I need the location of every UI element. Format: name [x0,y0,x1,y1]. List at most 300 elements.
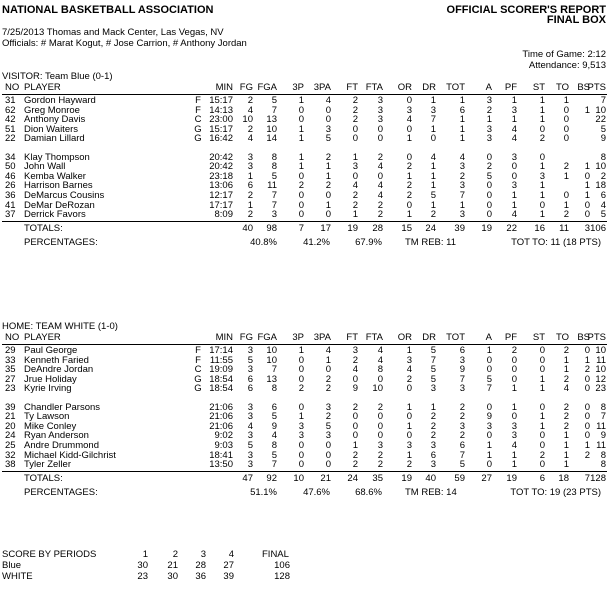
player-fg: 6 [247,180,253,192]
player-pos: G [194,383,202,395]
totals-a: 19 [481,222,492,234]
player-a: 0 [486,459,492,471]
attendance: Attendance: 9,513 [528,60,606,71]
player-name: Mike Conley [24,420,77,432]
totals-or: 15 [401,222,412,234]
player-tp: 0 [298,199,304,211]
player-tp: 0 [298,354,304,366]
player-to: 0 [563,123,569,135]
totals-dr: 24 [425,222,436,234]
col-header-or: OR [397,332,412,343]
player-to: 1 [563,364,569,376]
player-or: 2 [406,459,412,471]
player-ft: 2 [352,449,358,461]
player-pts: 8 [600,449,606,461]
player-bs: 0 [584,373,590,385]
player-fg: 10 [242,114,253,126]
player-fga: 3 [271,209,277,221]
player-fta: 3 [377,95,383,106]
player-to: 1 [563,459,569,471]
player-a: 0 [486,354,492,366]
col-header-bs: BS [577,332,590,343]
player-or: 1 [406,449,412,461]
player-fg: 5 [247,354,253,366]
player-dr: 1 [430,401,436,413]
player-tot: 1 [459,133,465,145]
player-min: 20:42 [209,161,233,173]
player-ft: 2 [352,199,358,211]
player-or: 2 [406,161,412,173]
player-dr: 1 [430,180,436,192]
org-title: NATIONAL BASKETBALL ASSOCIATION [2,4,214,16]
player-no: 27 [5,373,16,385]
player-dr: 4 [430,151,436,163]
player-bs: 2 [584,449,590,461]
player-tpa: 4 [325,95,331,106]
player-st: 0 [539,123,545,135]
player-tot: 6 [459,345,465,356]
player-fga: 7 [271,459,277,471]
player-pts: 10 [595,345,606,356]
totals-bs: 3 [584,222,590,234]
player-fga: 14 [266,133,277,145]
report-status: FINAL BOX [546,14,606,26]
player-st: 1 [539,373,545,385]
player-fga: 8 [271,151,277,163]
player-bs: 1 [584,104,590,116]
player-pts: 4 [600,199,606,211]
player-tot: 7 [459,189,465,201]
player-to: 0 [563,114,569,126]
player-fta: 0 [377,411,383,423]
player-pts: 2 [600,170,606,182]
player-tpa: 1 [325,170,331,182]
player-fta: 0 [377,133,383,145]
player-dr: 2 [430,430,436,442]
player-tot: 1 [459,123,465,135]
player-fta: 4 [377,345,383,356]
player-fg: 6 [247,373,253,385]
col-header-tpa: 3PA [313,332,331,343]
player-ft: 1 [352,209,358,221]
player-fta: 2 [377,151,383,163]
player-ft: 1 [352,151,358,163]
pct-3p: 47.6% [303,486,330,498]
player-tp: 1 [298,133,304,145]
player-name: Kemba Walker [24,170,86,182]
player-tp: 2 [298,180,304,192]
player-tpa: 0 [325,439,331,451]
player-bs: 0 [584,430,590,442]
player-a: 1 [486,449,492,461]
player-st: 0 [539,345,545,356]
player-pts: 6 [600,189,606,201]
player-or: 1 [406,401,412,413]
player-no: 38 [5,459,16,471]
player-bs: 0 [584,383,590,395]
col-header-to: TO [555,82,569,93]
player-to: 1 [563,199,569,211]
player-or: 0 [406,199,412,211]
totals-fg: 47 [242,472,253,484]
player-no: 25 [5,439,16,451]
player-fta: 3 [377,104,383,116]
player-ft: 9 [352,383,358,395]
player-name: John Wall [24,161,66,173]
player-fga: 7 [271,199,277,211]
player-st: 1 [539,420,545,432]
period-blue-q1: 30 [137,560,148,571]
player-tp: 3 [298,430,304,442]
player-pts: 18 [595,180,606,192]
player-fta: 8 [377,364,383,376]
player-a: 0 [486,189,492,201]
player-pf: 3 [511,151,517,163]
player-or: 1 [406,345,412,356]
col-header-pf: PF [504,82,517,93]
player-min: 13:50 [209,459,233,471]
pct-fg: 40.8% [250,236,277,248]
player-min: 23:18 [209,170,233,182]
player-pts: 23 [595,383,606,395]
visitor-percentages-row [0,238,609,249]
player-tpa: 0 [325,459,331,471]
player-pf: 0 [511,161,517,173]
player-ft: 0 [352,430,358,442]
player-st: 0 [539,439,545,451]
player-fga: 8 [271,439,277,451]
player-min: 23:00 [209,114,233,126]
player-tpa: 0 [325,104,331,116]
game-date-location: 7/25/2013 Thomas and Mack Center, Las Vegas, NV [2,27,224,38]
player-name: DeMarcus Cousins [24,189,105,201]
player-pf: 2 [511,345,517,356]
player-tot: 3 [459,209,465,221]
player-fg: 1 [247,170,253,182]
player-tot: 7 [459,373,465,385]
totals-fta: 28 [372,222,383,234]
player-dr: 1 [430,95,436,106]
totals-fga: 92 [266,472,277,484]
player-pf: 1 [511,401,517,413]
col-header-min: MIN [215,332,233,343]
player-st: 1 [539,209,545,221]
player-st: 0 [539,401,545,413]
player-tpa: 0 [325,114,331,126]
player-bs: 2 [584,364,590,376]
player-no: 46 [5,170,16,182]
visitor-totals-divider [2,221,607,222]
player-fta: 0 [377,373,383,385]
visitor-bench-row [0,210,609,221]
player-ft: 3 [352,345,358,356]
player-no: 23 [5,383,16,395]
player-tpa: 5 [325,133,331,145]
player-pf: 0 [511,411,517,423]
player-ft: 1 [352,439,358,451]
col-header-a: A [485,332,492,343]
player-bs: 0 [584,401,590,413]
player-tot: 2 [459,401,465,413]
player-bs: 1 [584,161,590,173]
player-no: 22 [5,133,16,145]
col-header-fga: FGA [257,82,277,93]
player-fta: 2 [377,401,383,413]
player-name: Ty Lawson [24,411,70,423]
player-fg: 3 [247,161,253,173]
player-fg: 3 [247,411,253,423]
player-tp: 0 [298,104,304,116]
player-dr: 6 [430,449,436,461]
player-fg: 3 [247,401,253,413]
player-name: DeAndre Jordan [24,364,94,376]
player-tot: 3 [459,354,465,366]
player-ft: 0 [352,411,358,423]
col-header-fg: FG [239,82,253,93]
player-fta: 2 [377,449,383,461]
player-tot: 3 [459,383,465,395]
player-bs: 0 [584,411,590,423]
period-header-1: 1 [142,549,148,560]
time-of-game: Time of Game: 2:12 [522,49,606,60]
player-or: 0 [406,411,412,423]
player-bs: 1 [584,354,590,366]
player-tot: 1 [459,114,465,126]
period-blue-q3: 28 [195,560,206,571]
player-to: 2 [563,420,569,432]
team-rebounds: TM REB: 14 [405,486,457,498]
player-pf: 4 [511,133,517,145]
period-header-final: FINAL [262,549,289,560]
player-fta: 0 [377,123,383,135]
player-pts: 11 [596,439,606,451]
player-pf: 0 [511,354,517,366]
player-st: 1 [539,180,545,192]
player-or: 0 [406,95,412,106]
period-white-q3: 36 [195,571,206,582]
player-ft: 0 [352,123,358,135]
totals-st: 6 [539,472,545,484]
period-blue-q4: 27 [223,560,234,571]
player-st: 2 [539,449,545,461]
player-no: 21 [5,411,16,423]
player-to: 1 [563,95,569,106]
player-pts: 7 [600,95,606,106]
player-tpa: 1 [325,354,331,366]
total-turnovers: TOT TO: 19 (23 PTS) [510,486,601,498]
player-tot: 1 [459,199,465,211]
totals-tpa: 17 [320,222,331,234]
player-pts: 8 [600,151,606,163]
player-ft: 0 [352,420,358,432]
player-or: 0 [406,430,412,442]
player-fg: 3 [247,345,253,356]
player-name: Andre Drummond [24,439,99,451]
player-no: 31 [5,95,16,106]
player-no: 34 [5,151,16,163]
player-fta: 10 [372,383,383,395]
player-min: 18:54 [209,383,233,395]
player-or: 0 [406,123,412,135]
player-fta: 3 [377,439,383,451]
player-fta: 4 [377,354,383,366]
player-dr: 5 [430,189,436,201]
player-or: 3 [406,439,412,451]
player-dr: 1 [430,199,436,211]
player-fg: 2 [247,209,253,221]
player-tpa: 2 [325,180,331,192]
player-no: 39 [5,401,16,413]
player-fga: 13 [266,373,277,385]
player-fg: 2 [247,189,253,201]
player-a: 0 [486,180,492,192]
player-pts: 11 [596,354,606,366]
player-pf: 1 [511,383,517,395]
home-column-header [0,333,609,344]
player-tot: 4 [459,151,465,163]
col-header-fga: FGA [257,332,277,343]
player-a: 3 [486,133,492,145]
col-header-or: OR [397,82,412,93]
player-tot: 2 [459,430,465,442]
player-min: 11:55 [209,354,233,366]
player-fta: 0 [377,170,383,182]
player-min: 13:06 [209,180,233,192]
player-fg: 2 [247,123,253,135]
totals-tot: 59 [454,472,465,484]
player-fga: 8 [271,161,277,173]
player-fga: 5 [271,170,277,182]
player-dr: 3 [430,104,436,116]
player-pts: 5 [600,209,606,221]
player-tp: 1 [298,345,304,356]
player-tp: 0 [298,189,304,201]
visitor-column-header [0,83,609,94]
totals-ft: 24 [347,472,358,484]
player-fga: 5 [271,95,277,106]
player-a: 2 [486,104,492,116]
player-name: Damian Lillard [24,133,85,145]
totals-tp: 10 [293,472,304,484]
player-a: 0 [486,364,492,376]
player-st: 0 [539,354,545,366]
period-blue-q2: 21 [167,560,178,571]
player-pos: C [194,364,202,376]
player-to: 2 [563,345,569,356]
player-name: Greg Monroe [24,104,80,116]
player-min: 21:06 [209,420,233,432]
player-min: 17:14 [209,345,233,356]
totals-a: 27 [481,472,492,484]
player-min: 21:06 [209,411,233,423]
player-pf: 1 [511,114,517,126]
player-tp: 1 [298,95,304,106]
player-ft: 4 [352,180,358,192]
player-min: 20:42 [209,151,233,163]
player-pts: 11 [596,420,606,432]
totals-or: 19 [401,472,412,484]
totals-pts: 128 [590,472,606,484]
player-no: 62 [5,104,16,116]
player-pf: 1 [511,95,517,106]
player-a: 0 [486,199,492,211]
player-fga: 7 [271,104,277,116]
totals-fta: 35 [372,472,383,484]
totals-tot: 39 [454,222,465,234]
player-a: 0 [486,401,492,413]
player-bs: 0 [584,209,590,221]
player-fg: 4 [247,104,253,116]
player-tp: 0 [298,114,304,126]
player-ft: 0 [352,133,358,145]
player-no: 37 [5,209,16,221]
player-no: 42 [5,114,16,126]
player-dr: 5 [430,345,436,356]
player-tot: 3 [459,161,465,173]
player-a: 0 [486,151,492,163]
col-header-fta: FTA [365,332,383,343]
player-tp: 0 [298,170,304,182]
player-dr: 5 [430,373,436,385]
col-header-dr: DR [422,332,436,343]
player-pf: 1 [511,449,517,461]
player-tpa: 0 [325,189,331,201]
player-pos: G [194,373,202,385]
totals-label: TOTALS: [24,472,63,484]
player-tot: 2 [459,411,465,423]
player-pts: 12 [595,373,606,385]
player-ft: 2 [352,459,358,471]
player-to: 0 [563,104,569,116]
player-tot: 6 [459,439,465,451]
player-min: 16:42 [209,133,233,145]
player-min: 9:03 [214,439,233,451]
col-header-pf: PF [504,332,517,343]
player-tpa: 0 [325,449,331,461]
home-totals-row [0,474,609,485]
player-bs: 1 [584,439,590,451]
col-header-tot: TOT [446,332,465,343]
player-name: Derrick Favors [24,209,86,221]
home-bench-row [0,460,609,471]
player-name: Ryan Anderson [24,430,89,442]
player-a: 5 [486,373,492,385]
player-tp: 1 [298,161,304,173]
player-pos: F [195,95,201,106]
player-pts: 8 [600,459,606,471]
player-no: 41 [5,199,16,211]
player-name: Kenneth Faried [24,354,89,366]
player-pf: 3 [511,430,517,442]
player-pts: 10 [595,364,606,376]
col-header-fta: FTA [365,82,383,93]
player-name: Tyler Zeller [24,459,71,471]
player-name: Dion Waiters [24,123,79,135]
player-no: 26 [5,180,16,192]
player-a: 1 [486,345,492,356]
player-pos: G [194,133,202,145]
totals-bs: 7 [584,472,590,484]
col-header-bs: BS [577,82,590,93]
player-tot: 1 [459,95,465,106]
player-ft: 2 [352,189,358,201]
player-min: 9:02 [214,430,233,442]
player-dr: 7 [430,354,436,366]
pct-ft: 68.6% [355,486,382,498]
player-to: 1 [563,449,569,461]
player-tpa: 1 [325,199,331,211]
player-ft: 4 [352,364,358,376]
